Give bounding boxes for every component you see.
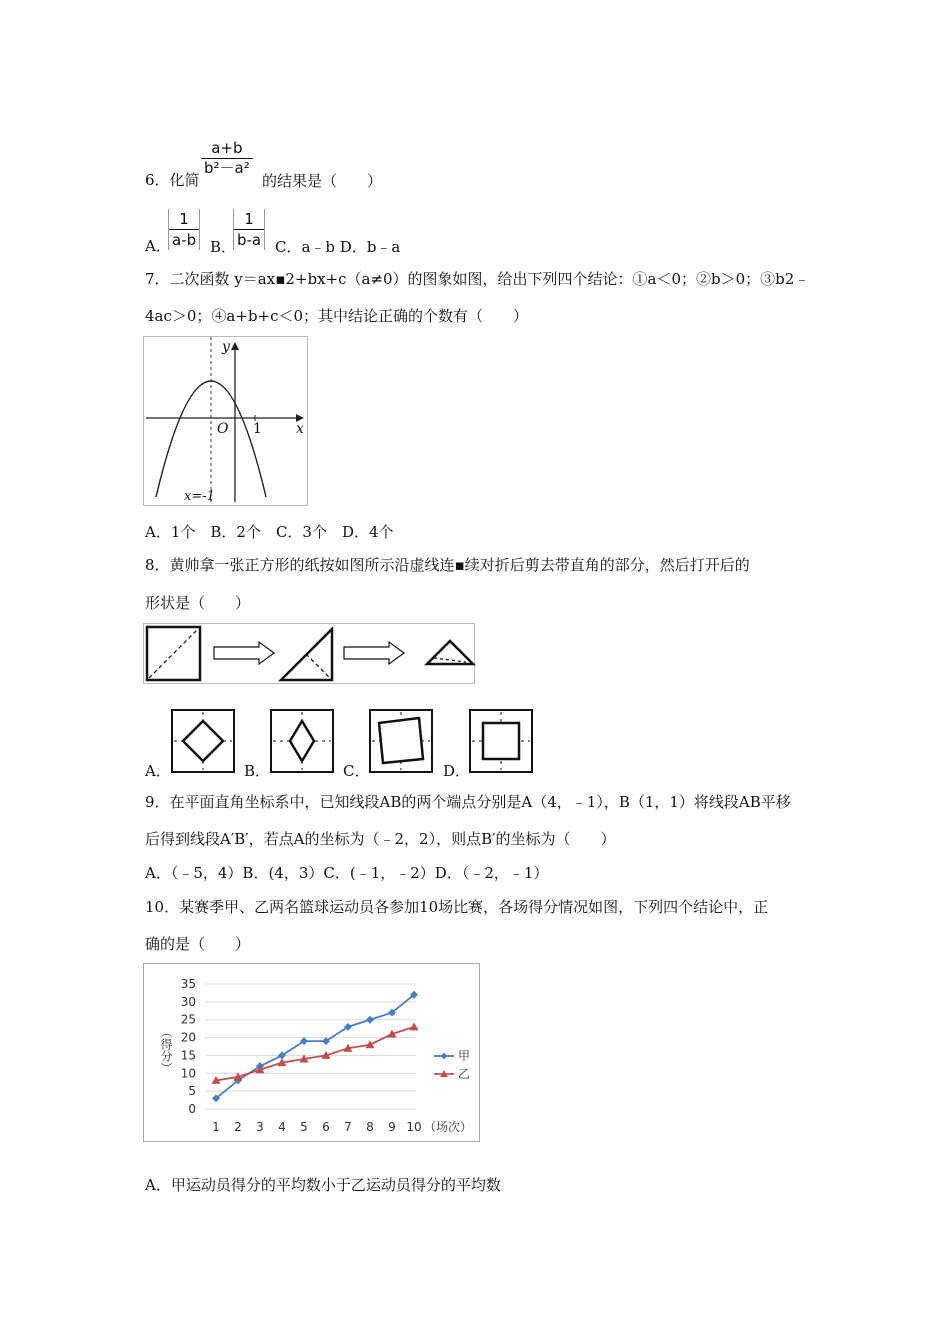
q8-option-c-label: C． — [343, 762, 370, 780]
q8-option-a-label: A． — [145, 762, 171, 780]
legend-label: 乙 — [458, 1067, 471, 1081]
x-tick-label: 7 — [344, 1120, 352, 1134]
q6-options-rest: C．a﹣b D．b﹣a — [275, 238, 401, 256]
q8-option-d-label: D． — [443, 762, 471, 780]
x-tick-label: 8 — [366, 1120, 374, 1134]
y-tick-label: 5 — [188, 1084, 196, 1099]
data-point — [366, 1016, 374, 1024]
q9-options: A．（﹣5，4）B．(4，3）C．(﹣1，﹣2）D．（﹣2，﹣1） — [145, 864, 549, 882]
parabola-y-axis-label: y — [222, 339, 230, 355]
y-tick-label: 20 — [180, 1030, 196, 1045]
q7-options: A．1个 B．2个 C．3个 D．4个 — [145, 523, 394, 541]
q6-option-b-denominator: b-a — [237, 231, 262, 249]
x-tick-label: 6 — [322, 1120, 330, 1134]
y-tick-label: 15 — [180, 1048, 196, 1063]
x-tick-label: 3 — [256, 1120, 264, 1134]
score-line-chart — [144, 964, 479, 1141]
y-tick-label: 30 — [180, 994, 196, 1009]
data-point — [366, 1040, 375, 1048]
parabola-origin-label: O — [217, 421, 229, 437]
q10-stem-line2: 确的是（ ） — [145, 935, 251, 953]
q6-prefix: 6．化简 — [145, 171, 200, 189]
q6-option-a-denominator: a-b — [172, 231, 197, 249]
q8-option-d-figure — [469, 709, 533, 773]
series-line-1 — [216, 1027, 414, 1081]
y-tick-label: 25 — [180, 1012, 196, 1027]
q10-score-chart — [143, 963, 480, 1142]
legend-label: 甲 — [458, 1049, 471, 1063]
y-axis-label: （得分） — [159, 1026, 173, 1074]
legend-marker — [441, 1053, 448, 1060]
q6-fraction-numerator: a+b — [201, 139, 253, 159]
q6-option-b-numerator: 1 — [234, 209, 264, 230]
x-tick-label: 10 — [406, 1120, 422, 1134]
q6-option-a-label: A． — [145, 237, 171, 255]
q8-option-a-figure — [171, 709, 235, 773]
q6-option-a-fraction — [168, 209, 200, 250]
x-tick-label: 2 — [234, 1120, 242, 1134]
parabola-axis-of-symmetry-label: x=-1 — [184, 489, 215, 504]
data-point — [410, 1022, 419, 1030]
q6-fraction-denominator: b²－a² — [204, 159, 250, 177]
q8-folding-figure — [143, 623, 475, 684]
q6-fraction — [201, 139, 253, 178]
x-tick-label: 9 — [388, 1120, 396, 1134]
q7-parabola-figure — [143, 336, 308, 506]
y-tick-label: 0 — [188, 1102, 196, 1116]
x-tick-label: 1 — [212, 1120, 220, 1134]
q10-option-a: A．甲运动员得分的平均数小于乙运动员得分的平均数 — [145, 1176, 501, 1194]
q8-stem-line1: 8．黄帅拿一张正方形的纸按如图所示沿虚线连▪续对折后剪去带直角的部分，然后打开后的 — [145, 556, 750, 574]
q7-stem-line1: 7．二次函数 y＝ax▪2+bx+c（a≠0）的图象如图，给出下列四个结论：①a＜0；②b＞0；③b2﹣ — [145, 270, 810, 288]
parabola-x-axis-label: x — [296, 421, 304, 437]
q9-stem-line2: 后得到线段A′B′，若点A的坐标为（﹣2，2），则点B′的坐标为（ ） — [145, 830, 616, 848]
q6-suffix: 的结果是（ ） — [262, 172, 383, 190]
parabola-one-label: 1 — [253, 421, 262, 437]
q8-option-b-figure — [270, 709, 334, 773]
q6-option-a-numerator: 1 — [169, 209, 199, 230]
q7-stem-line2: 4ac＞0；④a+b+c＜0；其中结论正确的个数有（ ） — [145, 307, 529, 325]
x-tick-label: 5 — [300, 1120, 308, 1134]
q8-option-b-label: B． — [244, 762, 271, 780]
q9-stem-line1: 9．在平面直角坐标系中，已知线段AB的两个端点分别是A（4，﹣1），B（1，1）将线段AB平移 — [145, 793, 791, 811]
q8-stem-line2: 形状是（ ） — [145, 594, 251, 612]
q8-option-c-figure — [369, 709, 433, 773]
folding-steps — [144, 624, 474, 683]
x-axis-suffix: （场次） — [424, 1120, 473, 1134]
y-tick-label: 10 — [180, 1066, 196, 1081]
q6-option-b-fraction — [233, 209, 265, 250]
x-tick-label: 4 — [278, 1120, 286, 1134]
q6-option-b-label: B． — [210, 238, 237, 256]
series-line-0 — [216, 995, 414, 1099]
q10-stem-line1: 10．某赛季甲、乙两名篮球运动员各参加10场比赛，各场得分情况如图，下列四个结论中，正 — [145, 898, 769, 916]
y-tick-label: 35 — [180, 977, 196, 991]
